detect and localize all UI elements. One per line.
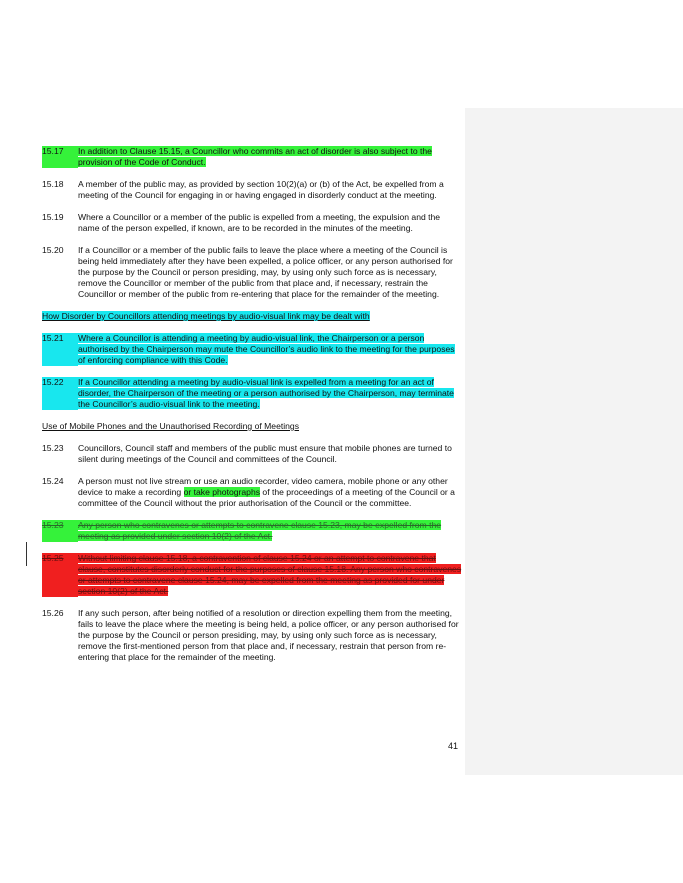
clause-text: Without limiting clause 15.18, a contravention of clause 15.24 or an attempt to contravene that clause, constitutes disorderly conduct for the purposes of clause 15.18. Any person who contravenes or attempts to contravene clause 15.24, may be expelled from the meeting as provided for under section 10(2) of the Act. <box>78 553 462 596</box>
clause-deleted <box>42 520 462 542</box>
clause-15-19 <box>42 212 462 234</box>
clause-text: If a Councillor or a member of the public fails to leave the place where a meeting of the Council is being held immediately after they have been expelled, a police officer, or any person authorised for the purpose by the Council or person presiding, may, by using only such force as is necessary, remove the Councillor or member of the public from that place and, if necessary, restrain the Councillor or member of the public from re-entering that place for the remainder of the meeting. <box>78 245 453 299</box>
clause-15-21 <box>42 333 462 366</box>
clause-number: 15.20 <box>42 245 64 255</box>
clause-15-17 <box>42 146 462 168</box>
highlighted-insertion: or take photographs <box>183 487 261 497</box>
clause-15-23 <box>42 443 462 465</box>
clause-15-26 <box>42 608 462 663</box>
heading-text: How Disorder by Councillors attending meetings by audio-visual link may be dealt with <box>42 311 370 321</box>
clause-15-24 <box>42 476 462 509</box>
clause-number: 15.17 <box>42 146 78 168</box>
clause-15-22 <box>42 377 462 410</box>
clause-text: If a Councillor attending a meeting by audio-visual link is expelled from a meeting for an act of disorder, the Chairperson of the meeting or a person authorised by the Chairperson, may terminate the Councillor’s audio-visual link to the meeting. <box>78 377 454 409</box>
clause-15-20 <box>42 245 462 300</box>
deleted-clause-text: Any person who contravenes or attempts to contravene clause 15.23, may be expelled from the meeting as provided under section 10(2) of the Act. <box>78 520 442 541</box>
clause-number: 15.22 <box>42 377 78 410</box>
clause-text: Where a Councillor is attending a meeting by audio-visual link, the Chairperson or a person authorised by the Chairperson may mute the Councillor’s audio link to the meeting for the purposes of enforcing compliance with this Code. <box>78 333 455 365</box>
clause-text: Where a Councillor or a member of the public is expelled from a meeting, the expulsion and the name of the person expelled, if known, are to be recorded in the minutes of the meeting. <box>78 212 441 233</box>
section-heading-audio-visual <box>42 311 462 322</box>
clause-number: 15.25 <box>42 553 78 597</box>
clause-number: 15.18 <box>42 179 64 189</box>
clause-number: 15.24 <box>42 476 64 486</box>
clause-text-end: of the proceedings of a meeting of the Council or a committee of the Council without the prior authorisation of the Council or the committee. <box>78 487 455 508</box>
clause-text: If any such person, after being notified of a resolution or direction expelling them from the meeting, fails to leave the place where the meeting is being held, a police officer, or any person authorised for the purpose by the Council or person presiding, may, by using only such force as is necessary, remove the first-mentioned person from that place and, if necessary, restrain that person from re-entering that place for the remainder of the meeting. <box>78 608 459 662</box>
clause-text <box>78 476 462 509</box>
clause-number: 15.23 <box>42 520 78 542</box>
clause-text: Councillors, Council staff and members of the public must ensure that mobile phones are turned to silent during meetings of the Council and committees of the Council. <box>78 443 452 464</box>
comment-pane <box>465 108 683 775</box>
change-bar <box>26 542 27 566</box>
clause-number: 15.19 <box>42 212 64 222</box>
clause-text: In addition to Clause 15.15, a Councillor who commits an act of disorder is also subject to the provision of the Code of Conduct. <box>78 146 432 167</box>
clause-15-25 <box>42 553 462 597</box>
clause-15-18 <box>42 179 462 201</box>
document-body <box>42 146 462 674</box>
clause-text: A member of the public may, as provided by section 10(2)(a) or (b) of the Act, be expelled from a meeting of the Council for engaging in or having engaged in disorderly conduct at the meeting. <box>78 179 444 200</box>
clause-number: 15.26 <box>42 608 64 618</box>
section-heading-mobile-phones: Use of Mobile Phones and the Unauthorised Recording of Meetings <box>42 421 300 431</box>
page-number: 41 <box>448 741 459 751</box>
clause-number: 15.21 <box>42 333 78 366</box>
clause-number: 15.23 <box>42 443 64 453</box>
clause-text-start: A person must not live stream or use an audio recorder, video camera, mobile phone or any other device to make a recording <box>78 476 448 497</box>
